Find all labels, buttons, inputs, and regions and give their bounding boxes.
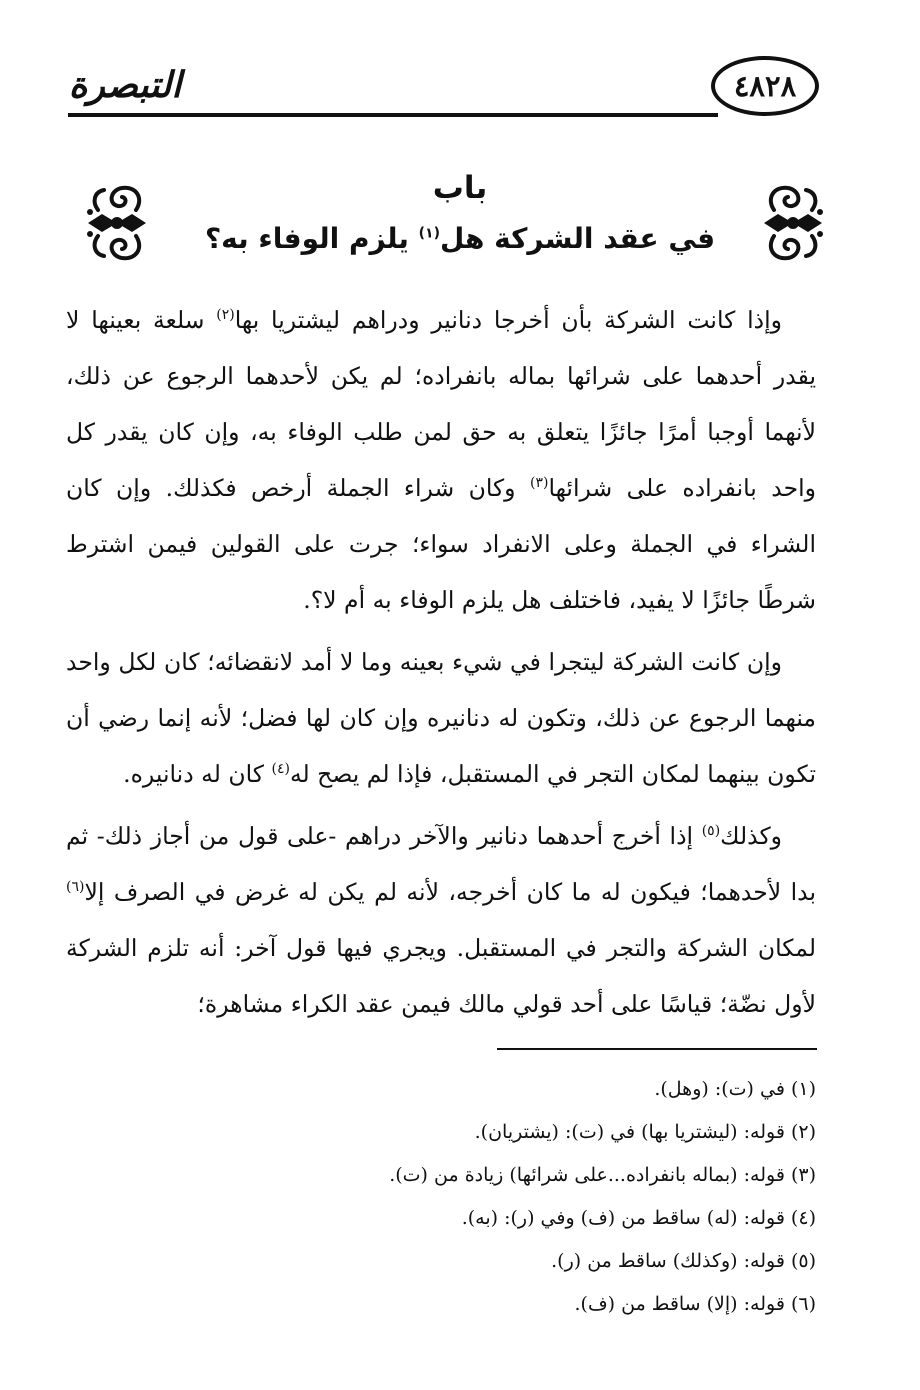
paragraph — [66, 634, 816, 802]
paragraph-text: وإن كانت الشركة ليتجرا في شيء بعينه وما لا أمد لانقضائه؛ كان لكل واحد منهما الرجوع عن ذلك، وتكون له دنانيره وإن كان لها فضل؛ لأنه إنما رضي أن تكون بينهما لمكان التجر في المستقبل، فإذا لم يصح له — [66, 648, 816, 788]
body-text — [66, 292, 816, 1038]
paragraph-text: إذا أخرج أحدهما دنانير والآخر دراهم -على قول من أجاز ذلك- ثم بدا لأحدهما؛ فيكون له ما كان أخرجه، لأنه لم يكن له غرض في الصرف إلا — [66, 822, 816, 906]
running-title: التبصرة — [68, 64, 182, 106]
page-number: ٤٨٢٨ — [733, 69, 797, 103]
footnote: (٥) قوله: (وكذلك) ساقط من (ر). — [551, 1250, 816, 1272]
paragraph-text: وكان شراء الجملة أرخص فكذلك. وإن كان الشراء في الجملة وعلى الانفراد سواء؛ جرت على القولين فيمن اشترط شرطًا جائزًا لا يفيد، فاختلف هل يلزم الوفاء به أم لا؟. — [66, 474, 816, 614]
footnote: (١) في (ت): (وهل). — [654, 1078, 816, 1100]
footnote-ref: (٢) — [216, 307, 235, 324]
footnote: (٣) قوله: (بماله بانفراده...على شرائها) زيادة من (ت). — [389, 1164, 816, 1186]
footnote: (٦) قوله: (إلا) ساقط من (ف). — [574, 1293, 816, 1315]
paragraph-text: كان له دنانيره. — [123, 760, 272, 788]
footnote-ref: (٤) — [271, 761, 290, 778]
footnote-ref: (١) — [418, 225, 440, 242]
footnote-rule — [497, 1048, 817, 1050]
chapter-title-text: في عقد الشركة هل — [440, 222, 716, 255]
paragraph — [66, 292, 816, 628]
footnote-ref: (٦) — [66, 879, 85, 896]
header-rule — [68, 113, 718, 117]
footnote-ref: (٥) — [701, 823, 721, 840]
page-number-badge — [711, 56, 819, 116]
paragraph-text: وكذلك — [720, 822, 782, 850]
paragraph-text: سلعة بعينها لا يقدر أحدهما على شرائها بماله بانفراده؛ لم يكن لأحدهما الرجوع عن ذلك، لأنهما أوجبا أمرًا جائزًا يتعلق به حق لمن طلب الوفاء به، وإن كان يقدر كل واحد بانفراده على شرائها — [66, 306, 816, 502]
footnotes — [66, 1068, 816, 1326]
chapter-title-text: يلزم الوفاء به؟ — [204, 222, 419, 255]
chapter-title — [0, 222, 920, 255]
paragraph-text: وإذا كانت الشركة بأن أخرجا دنانير ودراهم ليشتريا بها — [234, 306, 782, 334]
footnote: (٢) قوله: (ليشتريا بها) في (ت): (يشتريان). — [474, 1121, 816, 1143]
footnote: (٤) قوله: (له) ساقط من (ف) وفي (ر): (به). — [461, 1207, 816, 1229]
paragraph-text: لمكان الشركة والتجر في المستقبل. ويجري فيها قول آخر: أنه تلزم الشركة لأول نضّة؛ قياسًا على أحد قولي مالك فيمن عقد الكراء مشاهرة؛ — [66, 934, 816, 1018]
paragraph — [66, 808, 816, 1032]
chapter-label: باب — [432, 170, 488, 206]
footnote-ref: (٣) — [529, 475, 549, 492]
